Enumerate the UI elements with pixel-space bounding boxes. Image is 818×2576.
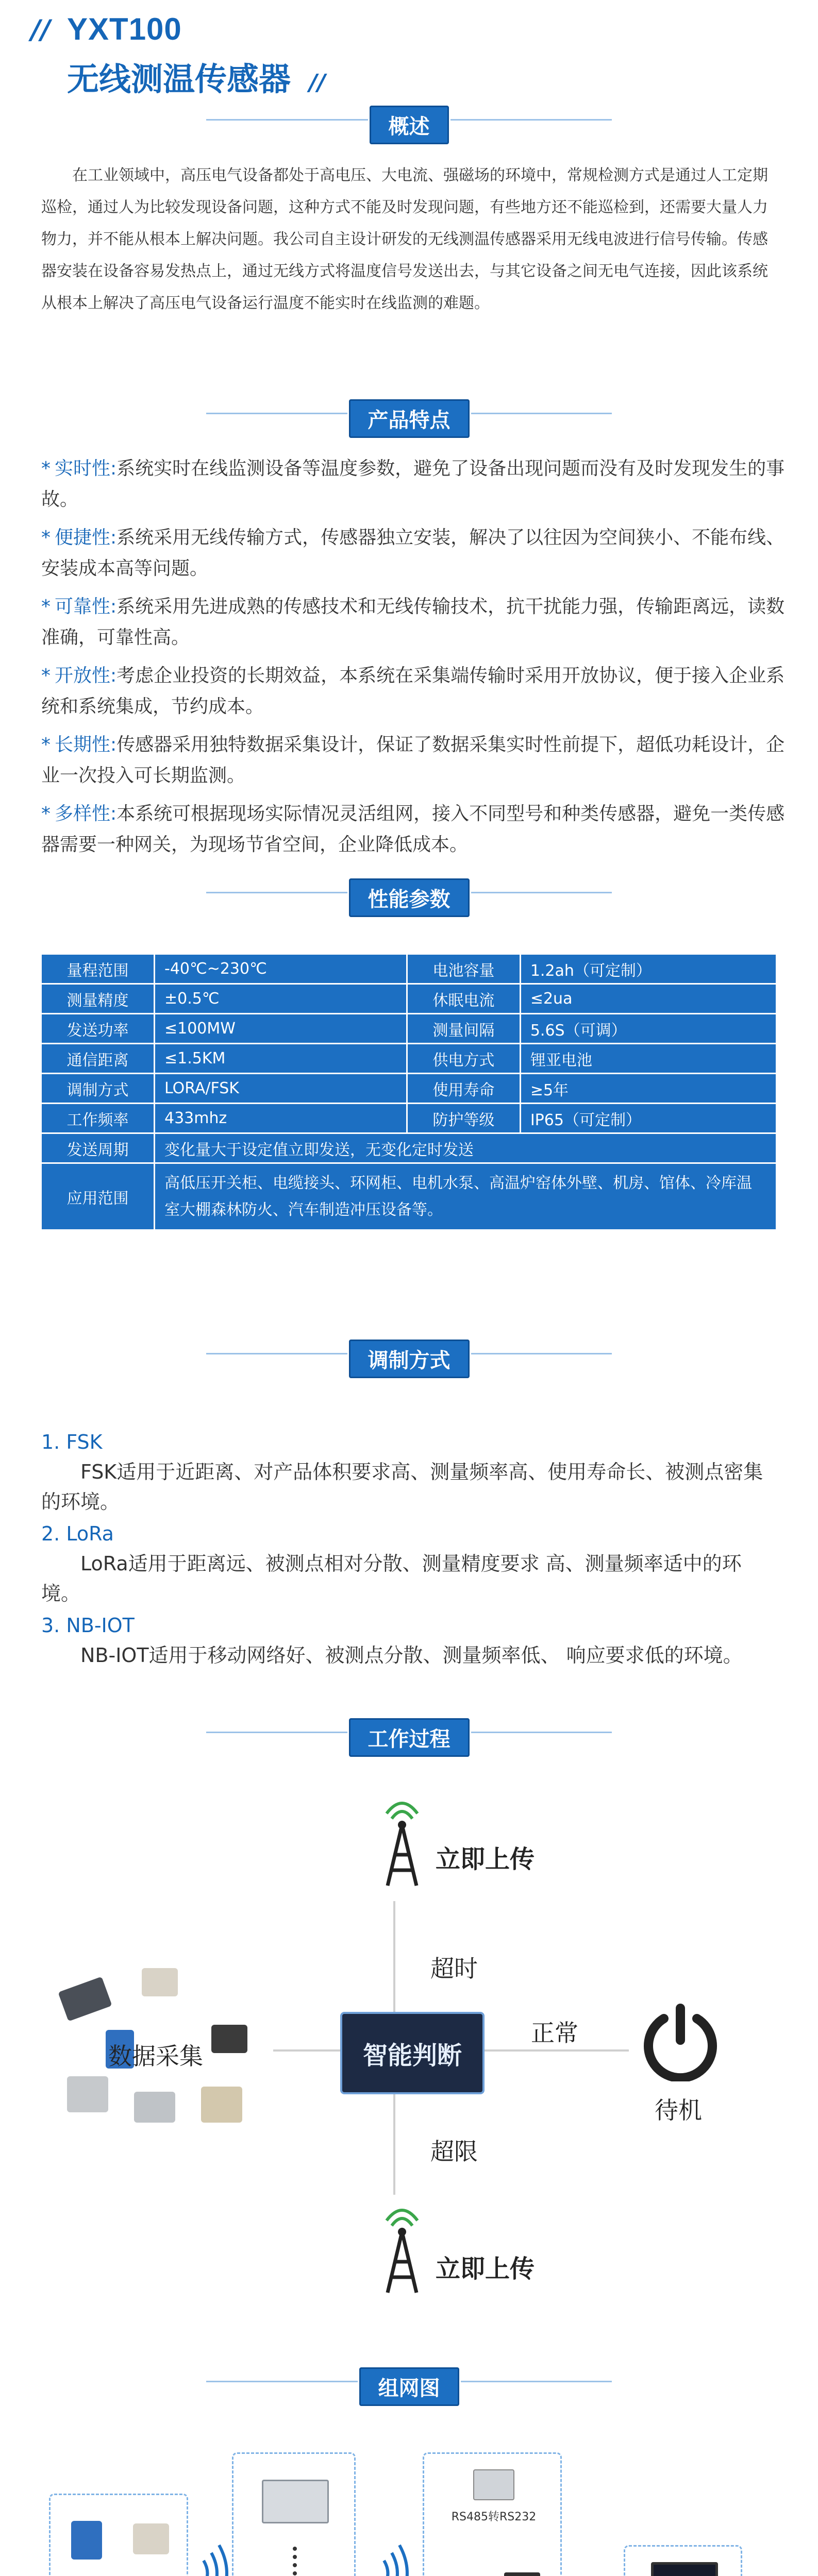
data-collect-label: 数据采集 — [108, 2042, 203, 2070]
computer-icon — [651, 2562, 718, 2576]
normal-label: 正常 — [531, 2019, 578, 2047]
spec-row — [41, 1104, 777, 1133]
feature-key: 多样性: — [55, 803, 117, 824]
spec-value: ≤100MW — [155, 1014, 407, 1044]
spec-value: IP65（可定制） — [520, 1104, 776, 1133]
spec-label: 发送功率 — [41, 1014, 155, 1044]
bullet-star-icon: * — [41, 665, 51, 686]
spec-value: 1.2ah（可定制） — [520, 954, 776, 984]
feature-text: 本系统可根据现场实际情况灵活组网，接入不同型号和种类传感器，避免一类传感器需要一种网关，为现场节省空间，企业降低成本。 — [41, 803, 785, 855]
sensor-icon — [133, 2523, 169, 2554]
spec-value: 433mhz — [155, 1104, 407, 1133]
spec-label: 发送周期 — [41, 1133, 155, 1163]
section-title-overview: 概述 — [370, 106, 449, 144]
section-params — [0, 878, 818, 917]
spec-table — [40, 953, 777, 1231]
model-number: YXT100 — [67, 12, 182, 46]
modulation-heading: 2. LoRa — [41, 1522, 114, 1545]
sensor-icon — [71, 2521, 102, 2560]
sensor-icon — [201, 2087, 242, 2123]
spec-label: 测量间隔 — [407, 1014, 520, 1044]
spec-value: ≤2ua — [520, 984, 776, 1014]
feature-item — [41, 591, 794, 653]
modulation-list — [41, 1427, 778, 1672]
header-slash-prefix: // — [31, 14, 51, 45]
modulation-text: LoRa适用于距离远、被测点相对分散、测量精度要求 高、测量频率适中的环境。 — [41, 1552, 742, 1605]
power-icon — [639, 1999, 722, 2081]
feature-text: 传感器采用独特数据采集设计，保证了数据采集实时性前提下，超低功耗设计，企业一次投入可长期监测。 — [41, 734, 785, 786]
spec-label: 防护等级 — [407, 1104, 520, 1133]
spec-value: LORA/FSK — [155, 1074, 407, 1104]
sensor-icon — [67, 2076, 108, 2112]
section-features — [0, 399, 818, 438]
spec-row — [41, 1074, 777, 1104]
spec-label: 休眠电流 — [407, 984, 520, 1014]
feature-key: 便捷性: — [55, 527, 117, 548]
feature-key: 可靠性: — [55, 596, 117, 617]
upload-bottom-label: 立即上传 — [436, 2255, 535, 2283]
feature-item — [41, 522, 794, 584]
spec-label: 调制方式 — [41, 1074, 155, 1104]
timeout-label: 超时 — [430, 1955, 478, 1982]
spec-row — [41, 984, 777, 1014]
spec-value: ±0.5℃ — [155, 984, 407, 1014]
modulation-text: FSK适用于近距离、对产品体积要求高、测量频率高、使用寿命长、被测点密集的环境。 — [41, 1461, 763, 1513]
section-title-params: 性能参数 — [349, 878, 470, 917]
modulation-heading: 1. FSK — [41, 1431, 103, 1453]
collect-column — [49, 2494, 188, 2576]
spec-value: 锂亚电池 — [520, 1044, 776, 1074]
feature-item — [41, 453, 794, 515]
modulation-heading: 3. NB-IOT — [41, 1614, 135, 1637]
feature-item — [41, 730, 794, 791]
network-diagram — [0, 2432, 818, 2576]
section-title-network: 组网图 — [359, 2367, 459, 2406]
section-title-process: 工作过程 — [349, 1718, 470, 1757]
spec-label: 测量精度 — [41, 984, 155, 1014]
spec-row — [41, 954, 777, 984]
spec-value: -40℃~230℃ — [155, 954, 407, 984]
spec-table-wrap — [40, 953, 777, 1231]
bullet-star-icon: * — [41, 734, 51, 755]
spec-value: 高低压开关柜、电缆接头、环网柜、电机水泵、高温炉窑体外壁、机房、馆体、冷库温室大棚森林防火、汽车制造冲压设备等。 — [155, 1163, 777, 1230]
sensor-icon — [134, 2092, 175, 2123]
spec-label: 量程范围 — [41, 954, 155, 984]
feature-key: 实时性: — [55, 458, 117, 479]
modulation-text: NB-IOT适用于移动网络好、被测点分散、测量频率低、 响应要求低的环境。 — [80, 1644, 743, 1667]
spec-value: 变化量大于设定值立即发送，无变化定时发送 — [155, 1133, 777, 1163]
bullet-star-icon: * — [41, 527, 51, 548]
sensor-icon — [142, 1968, 178, 1996]
feature-text: 系统实时在线监测设备等温度参数，避免了设备出现问题而没有及时发现发生的事故。 — [41, 458, 785, 510]
smart-judge-chip — [340, 2012, 485, 2094]
spec-row — [41, 1014, 777, 1044]
bullet-star-icon: * — [41, 458, 51, 479]
feature-key: 开放性: — [55, 665, 117, 686]
section-modulation — [0, 1340, 818, 1378]
bullet-star-icon: * — [41, 803, 51, 824]
standby-label: 待机 — [655, 2096, 702, 2124]
terminal-column — [624, 2545, 742, 2576]
tower-icon — [376, 1793, 428, 1891]
bullet-star-icon: * — [41, 596, 51, 617]
converter-icon — [473, 2469, 514, 2500]
spec-label: 工作频率 — [41, 1104, 155, 1133]
feature-key: 长期性: — [55, 734, 117, 755]
spec-label: 电池容量 — [407, 954, 520, 984]
protocol-column — [423, 2452, 562, 2576]
spec-label: 使用寿命 — [407, 1074, 520, 1104]
smart-judge-label: 智能判断 — [362, 2041, 462, 2070]
spec-label: 应用范围 — [41, 1163, 155, 1230]
process-diagram — [0, 1772, 818, 2339]
ellipsis-dots — [293, 2547, 297, 2576]
section-title-modulation: 调制方式 — [349, 1340, 470, 1378]
spec-row — [41, 1133, 777, 1163]
section-title-features: 产品特点 — [349, 399, 470, 438]
upload-top-label: 立即上传 — [436, 1845, 535, 1874]
receiver-device-icon — [262, 2480, 329, 2523]
feature-text: 考虑企业投资的长期效益，本系统在采集端传输时采用开放协议，便于接入企业系统和系统集成，节约成本。 — [41, 665, 785, 717]
product-title-text: 无线测温传感器 — [67, 60, 291, 98]
feature-text: 系统采用先进成熟的传感技术和无线传输技术，抗干扰能力强，传输距离远，读数准确，可靠性高。 — [41, 596, 785, 648]
sensor-icon — [58, 1976, 112, 2021]
section-overview — [0, 106, 818, 144]
spec-value: 5.6S（可调） — [520, 1014, 776, 1044]
feature-item — [41, 660, 794, 722]
section-process — [0, 1718, 818, 1757]
spec-label: 通信距离 — [41, 1044, 155, 1074]
feature-item — [41, 799, 794, 860]
radio-icon — [504, 2572, 540, 2576]
spec-value: ≥5年 — [520, 1074, 776, 1104]
receive-column — [232, 2452, 356, 2576]
feature-text: 系统采用无线传输方式，传感器独立安装，解决了以往因为空间狭小、不能布线、安装成本高等问题。 — [41, 527, 785, 579]
page-header — [0, 0, 818, 103]
overview-paragraph: 在工业领域中，高压电气设备都处于高电压、大电流、强磁场的环境中，常规检测方式是通过人工定期巡检，通过人为比较发现设备问题，这种方式不能及时发现问题，有些地方还不能巡检到，还需要大量人力物力，并不能从根本上解决问题。我公司自主设计研发的无线测温传感器采用无线电波进行信号传输。传感器安装在设备容易发热点上，通过无线方式将温度信号发送出去，与其它设备之间无电气连接，因此该系统从根本上解决了高压电气设备运行温度不能实时在线监测的难题。 — [41, 166, 768, 312]
tower-icon — [376, 2200, 428, 2298]
section-network — [0, 2367, 818, 2406]
spec-label: 供电方式 — [407, 1044, 520, 1074]
product-title — [67, 54, 326, 99]
rs485-232-label: RS485转RS232 — [451, 2511, 537, 2523]
spec-value: ≤1.5KM — [155, 1044, 407, 1074]
features-list — [41, 453, 794, 868]
spec-row — [41, 1044, 777, 1074]
over-limit-label: 超限 — [430, 2138, 478, 2165]
header-slash-suffix: // — [309, 70, 326, 96]
spec-row — [41, 1163, 777, 1230]
sensor-icon — [211, 2025, 247, 2053]
